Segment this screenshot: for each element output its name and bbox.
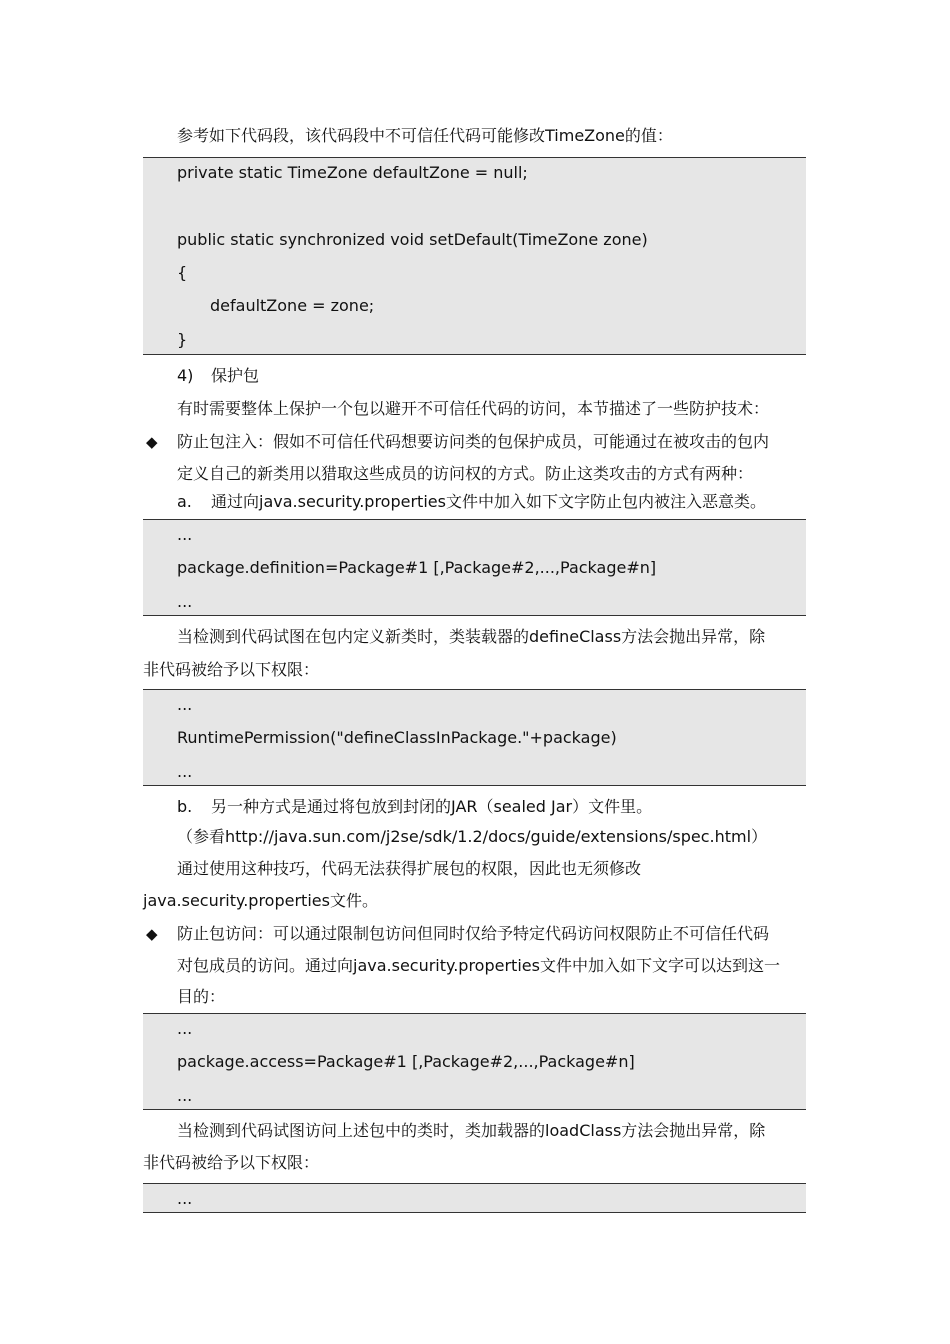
paragraph-load: 当检测到代码试图访问上述包中的类时，类加载器的loadClass方法会抛出异常，除 xyxy=(177,1121,766,1140)
list-item-text: 通过向java.security.properties文件中加入如下文字防止包内被注入恶意类。 xyxy=(211,492,766,511)
section-title: 保护包 xyxy=(211,366,260,385)
list-marker: b. xyxy=(177,797,193,816)
section-heading xyxy=(177,365,259,387)
paragraph-define: 非代码被给予以下权限： xyxy=(143,660,320,679)
paragraph-define: 当检测到代码试图在包内定义新类时，类装载器的defineClass方法会抛出异常，除 xyxy=(177,627,766,646)
diamond-bullet-icon: ◆ xyxy=(146,433,158,451)
code-line: { xyxy=(177,263,188,282)
list-item-b xyxy=(177,796,652,818)
code-line: ... xyxy=(177,525,193,544)
code-line: RuntimePermission("defineClassInPackage."+package) xyxy=(177,728,617,747)
code-block-definition xyxy=(143,519,806,616)
code-line: ... xyxy=(177,1019,193,1038)
code-block-load xyxy=(143,1183,806,1213)
intro-paragraph: 参考如下代码段，该代码段中不可信任代码可能修改TimeZone的值： xyxy=(177,126,673,145)
bullet-text: 对包成员的访问。通过向java.security.properties文件中加入如下文字可以达到这一 xyxy=(177,956,780,975)
code-line: package.access=Package#1 [,Package#2,...,Package#n] xyxy=(177,1052,635,1071)
bullet-text: 目的： xyxy=(177,987,226,1006)
diamond-bullet-icon: ◆ xyxy=(146,925,158,943)
code-line: defaultZone = zone; xyxy=(210,296,375,315)
code-line: ... xyxy=(177,695,193,714)
paragraph-load: 非代码被给予以下权限： xyxy=(143,1153,320,1172)
code-line: private static TimeZone defaultZone = null; xyxy=(177,163,528,182)
code-line: ... xyxy=(177,1086,193,1105)
paragraph-ext: 通过使用这种技巧，代码无法获得扩展包的权限，因此也无须修改 xyxy=(177,859,642,878)
bullet-text: 定义自己的新类用以猎取这些成员的访问权的方式。防止这类攻击的方式有两种： xyxy=(177,464,754,483)
code-block-permission xyxy=(143,689,806,786)
code-block-access xyxy=(143,1013,806,1110)
code-block-timezone xyxy=(143,157,806,355)
bullet-text: 防止包注入：假如不可信任代码想要访问类的包保护成员，可能通过在被攻击的包内 xyxy=(177,432,770,451)
section-number: 4) xyxy=(177,366,194,385)
list-item-a xyxy=(177,491,766,513)
list-item-text: 另一种方式是通过将包放到封闭的JAR（sealed Jar）文件里。 xyxy=(211,797,653,816)
bullet-text: 防止包访问：可以通过限制包访问但同时仅给予特定代码访问权限防止不可信任代码 xyxy=(177,924,770,943)
paragraph-ext: java.security.properties文件。 xyxy=(143,891,378,910)
code-line: package.definition=Package#1 [,Package#2,...,Package#n] xyxy=(177,558,657,577)
section-intro: 有时需要整体上保护一个包以避开不可信任代码的访问，本节描述了一些防护技术： xyxy=(177,399,770,418)
code-line: ... xyxy=(177,762,193,781)
code-line: public static synchronized void setDefault(TimeZone zone) xyxy=(177,230,648,249)
reference-link: （参看http://java.sun.com/j2se/sdk/1.2/docs/guide/extensions/spec.html） xyxy=(177,827,768,846)
code-line: ... xyxy=(177,592,193,611)
list-marker: a. xyxy=(177,492,192,511)
code-line: ... xyxy=(177,1189,193,1208)
code-line: } xyxy=(177,330,188,349)
